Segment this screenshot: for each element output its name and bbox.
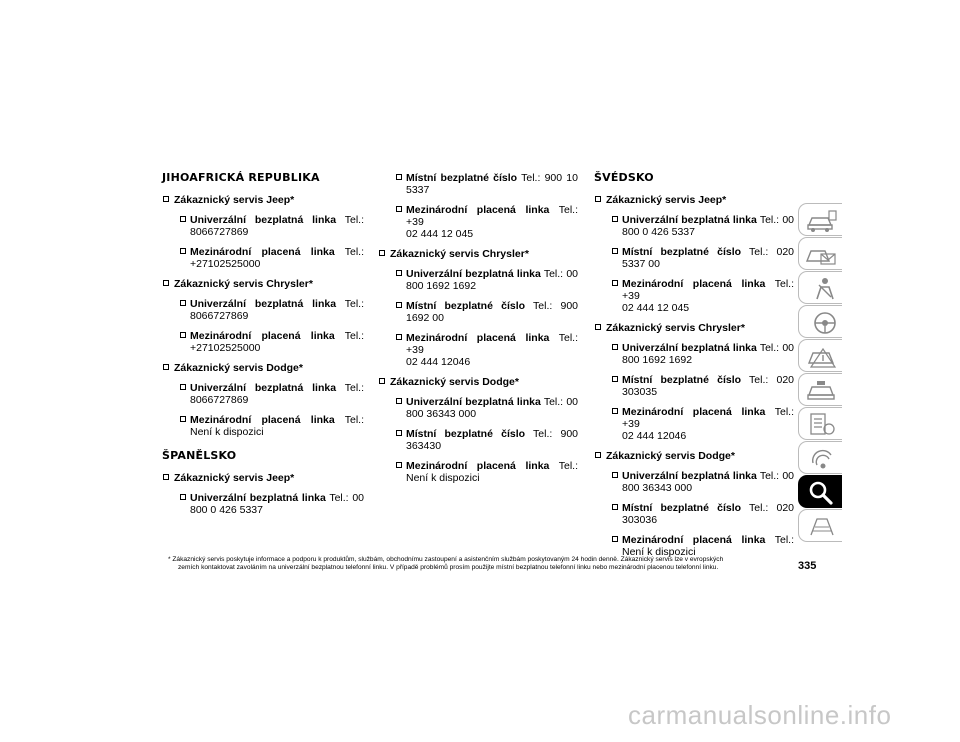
tab-warning-lights[interactable] xyxy=(798,237,842,270)
checkbox-bullet-icon xyxy=(180,416,186,422)
contact-entry: Univerzální bezplatná linka Tel.: 8066727869 xyxy=(162,298,364,322)
tab-customer-assistance[interactable] xyxy=(798,475,842,508)
checkbox-bullet-icon xyxy=(396,462,402,468)
checkbox-bullet-icon xyxy=(396,398,402,404)
contact-entry: Mezinárodní placená linka Tel.: +39 02 444 12 045 xyxy=(378,204,578,240)
contact-entry: Univerzální bezplatná linka Tel.: 00 800 0 426 5337 xyxy=(594,214,794,238)
checkbox-bullet-icon xyxy=(612,344,618,350)
checkbox-bullet-icon xyxy=(612,408,618,414)
car-info-icon xyxy=(803,207,839,234)
contact-entry: Místní bezplatné číslo Tel.: 020 303035 xyxy=(594,374,794,398)
checkbox-bullet-icon xyxy=(180,494,186,500)
index-icon xyxy=(803,513,839,540)
checkbox-bullet-icon xyxy=(612,216,618,222)
checkbox-bullet-icon xyxy=(163,196,169,202)
safety-icon xyxy=(803,275,839,302)
checkbox-bullet-icon xyxy=(396,334,402,340)
tab-technical-specifications[interactable] xyxy=(798,407,842,440)
service-dodge: Zákaznický servis Dodge* xyxy=(162,362,364,374)
checkbox-bullet-icon xyxy=(396,174,402,180)
contact-entry: Mezinárodní placená linka Tel.: +39 02 444 12046 xyxy=(594,406,794,442)
contact-entry: Místní bezplatné číslo Tel.: 900 1692 00 xyxy=(378,300,578,324)
checkbox-bullet-icon xyxy=(595,196,601,202)
contact-entry: Mezinárodní placená linka Tel.: +27102525000 xyxy=(162,246,364,270)
column-left xyxy=(162,172,364,524)
chapter-tabs xyxy=(798,203,842,539)
warning-lights-icon xyxy=(803,241,839,268)
contact-entry: Univerzální bezplatná linka Tel.: 00 800 1692 1692 xyxy=(594,342,794,366)
tab-emergency[interactable] xyxy=(798,339,842,372)
section-heading-sweden: ŠVÉDSKO xyxy=(594,171,654,184)
checkbox-bullet-icon xyxy=(180,300,186,306)
service-jeep: Zákaznický servis Jeep* xyxy=(162,472,364,484)
checkbox-bullet-icon xyxy=(163,474,169,480)
contact-entry: Mezinárodní placená linka Tel.: Není k dispozici xyxy=(162,414,364,438)
contact-entry: Mezinárodní placená linka Tel.: +39 02 444 12046 xyxy=(378,332,578,368)
tab-safety[interactable] xyxy=(798,271,842,304)
contact-entry: Mezinárodní placená linka Tel.: Není k dispozici xyxy=(378,460,578,484)
checkbox-bullet-icon xyxy=(612,280,618,286)
checkbox-bullet-icon xyxy=(180,384,186,390)
contact-entry: Místní bezplatné číslo Tel.: 900 363430 xyxy=(378,428,578,452)
contact-entry: Mezinárodní placená linka Tel.: Není k dispozici xyxy=(594,534,794,558)
tab-car-info[interactable] xyxy=(798,203,842,236)
section-heading-spain: ŠPANĚLSKO xyxy=(162,449,237,462)
specifications-icon xyxy=(803,411,839,438)
service-chrysler: Zákaznický servis Chrysler* xyxy=(594,322,794,334)
checkbox-bullet-icon xyxy=(612,376,618,382)
contact-entry: Mezinárodní placená linka Tel.: +27102525000 xyxy=(162,330,364,354)
checkbox-bullet-icon xyxy=(396,430,402,436)
car-service-icon xyxy=(803,377,839,404)
multimedia-icon xyxy=(803,445,839,472)
checkbox-bullet-icon xyxy=(180,216,186,222)
tab-starting-operating[interactable] xyxy=(798,305,842,338)
checkbox-bullet-icon xyxy=(379,378,385,384)
checkbox-bullet-icon xyxy=(595,324,601,330)
checkbox-bullet-icon xyxy=(612,472,618,478)
search-icon xyxy=(803,479,839,506)
contact-entry: Mezinárodní placená linka Tel.: +39 02 444 12 045 xyxy=(594,278,794,314)
checkbox-bullet-icon xyxy=(396,270,402,276)
checkbox-bullet-icon xyxy=(595,452,601,458)
contact-entry: Univerzální bezplatná linka Tel.: 00 800 0 426 5337 xyxy=(162,492,364,516)
column-right xyxy=(594,172,794,566)
checkbox-bullet-icon xyxy=(163,364,169,370)
contact-entry: Místní bezplatné číslo Tel.: 020 5337 00 xyxy=(594,246,794,270)
contact-entry: Místní bezplatné číslo Tel.: 900 10 5337 xyxy=(378,172,578,196)
service-chrysler: Zákaznický servis Chrysler* xyxy=(162,278,364,290)
checkbox-bullet-icon xyxy=(180,248,186,254)
column-middle xyxy=(378,172,578,492)
service-dodge: Zákaznický servis Dodge* xyxy=(594,450,794,462)
contact-entry: Univerzální bezplatná linka Tel.: 8066727869 xyxy=(162,382,364,406)
watermark: carmanualsonline.info xyxy=(628,700,892,730)
contact-entry: Místní bezplatné číslo Tel.: 020 303036 xyxy=(594,502,794,526)
service-jeep: Zákaznický servis Jeep* xyxy=(162,194,364,206)
checkbox-bullet-icon xyxy=(396,302,402,308)
contact-entry: Univerzální bezplatná linka Tel.: 8066727869 xyxy=(162,214,364,238)
footnote xyxy=(168,556,790,572)
contact-entry: Univerzální bezplatná linka Tel.: 00 800 36343 000 xyxy=(378,396,578,420)
checkbox-bullet-icon xyxy=(180,332,186,338)
steering-wheel-icon xyxy=(803,309,839,336)
contact-entry: Univerzální bezplatná linka Tel.: 00 800 36343 000 xyxy=(594,470,794,494)
tab-servicing[interactable] xyxy=(798,373,842,406)
checkbox-bullet-icon xyxy=(396,206,402,212)
checkbox-bullet-icon xyxy=(612,536,618,542)
contact-entry: Univerzální bezplatná linka Tel.: 00 800 1692 1692 xyxy=(378,268,578,292)
service-chrysler: Zákaznický servis Chrysler* xyxy=(378,248,578,260)
checkbox-bullet-icon xyxy=(379,250,385,256)
section-heading-south-africa: JIHOAFRICKÁ REPUBLIKA xyxy=(162,171,320,184)
checkbox-bullet-icon xyxy=(612,248,618,254)
service-jeep: Zákaznický servis Jeep* xyxy=(594,194,794,206)
checkbox-bullet-icon xyxy=(612,504,618,510)
checkbox-bullet-icon xyxy=(163,280,169,286)
page-number: 335 xyxy=(798,560,817,572)
emergency-icon xyxy=(803,343,839,370)
tab-index[interactable] xyxy=(798,509,842,542)
service-dodge: Zákaznický servis Dodge* xyxy=(378,376,578,388)
tab-multimedia[interactable] xyxy=(798,441,842,474)
footnote-line: * Zákaznický servis poskytuje informace a podporu k produktům, službám, obchodnímu zastoupení a asistenčním službám poskytovaným 24 hodin denně. Zákaznický servis lze v evropských xyxy=(168,556,724,563)
footnote-line: zemích kontaktovat zavoláním na univerzální bezplatnou telefonní linku. V případě problémů prosím použijte místní bezplatnou telefonní linku nebo mezinárodní placenou telefonní linku. xyxy=(178,564,719,571)
